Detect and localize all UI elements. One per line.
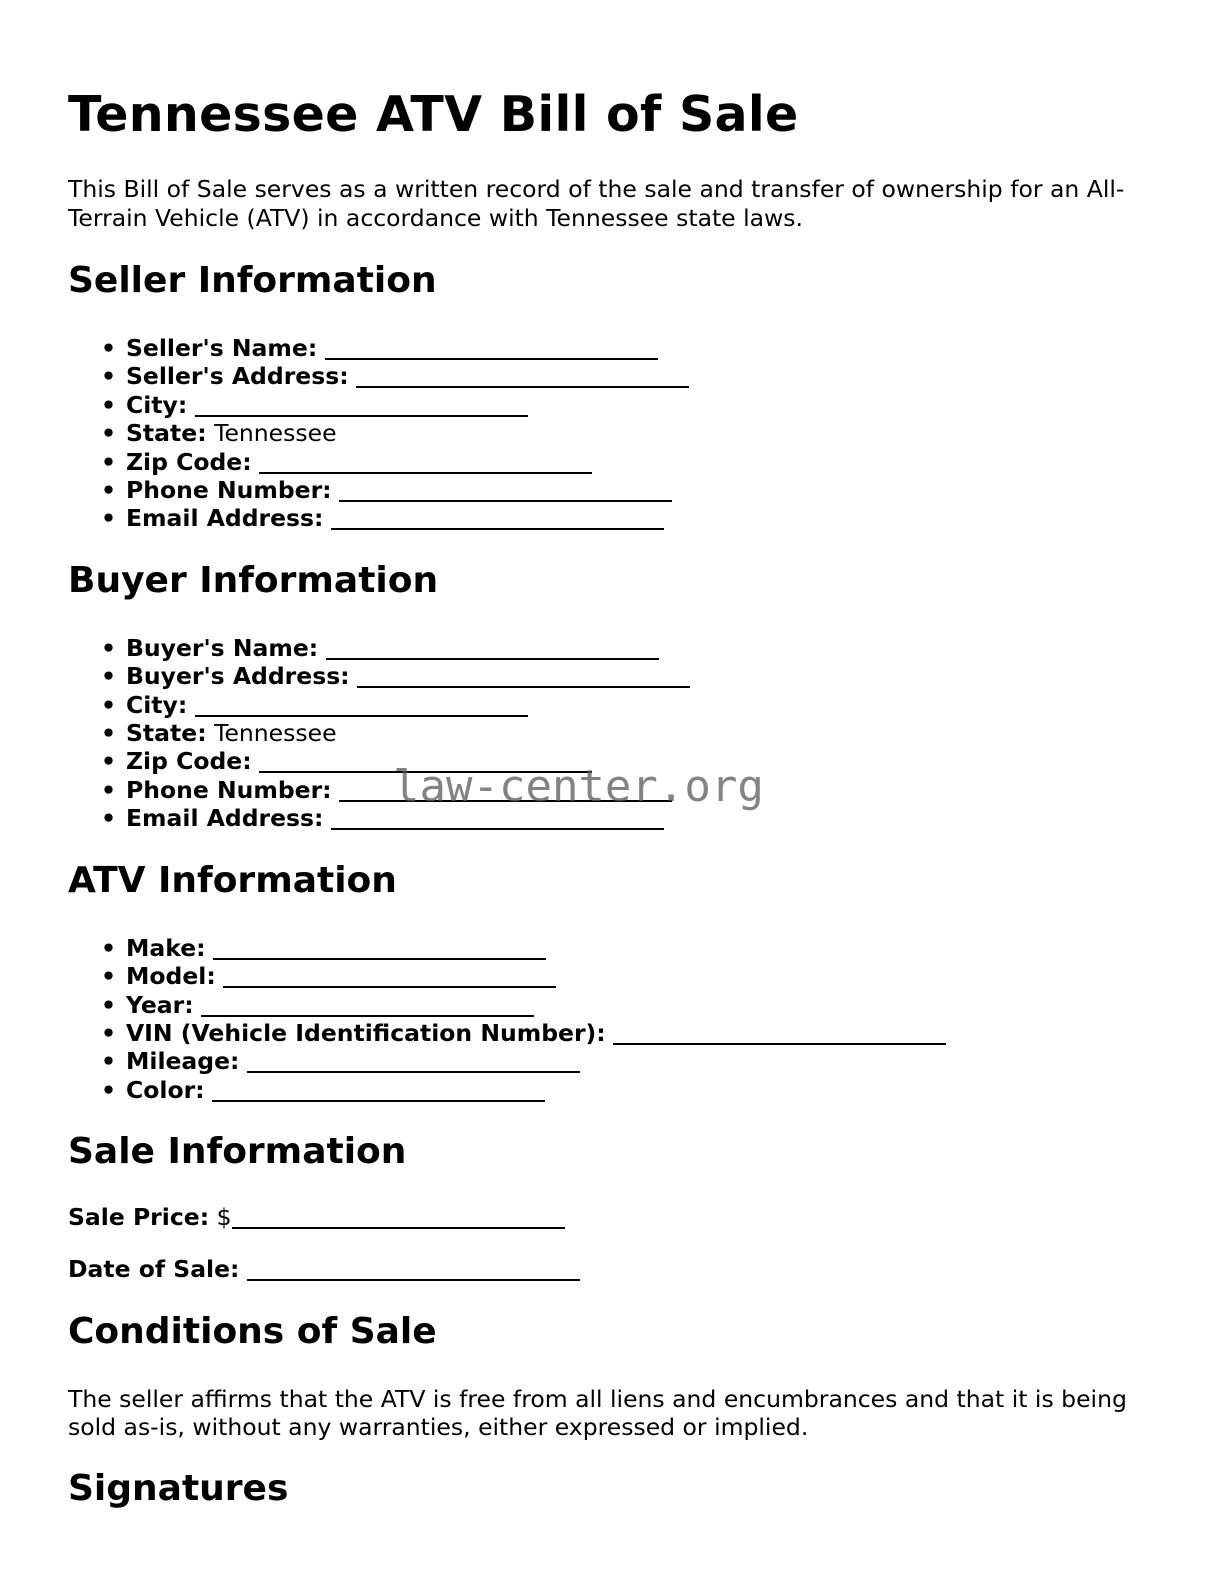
- buyer-address-field: • Buyer's Address:: [101, 662, 1168, 690]
- buyer-zip-input[interactable]: [259, 749, 592, 773]
- buyer-heading: Buyer Information: [68, 559, 439, 601]
- sale-date-input[interactable]: [247, 1257, 580, 1281]
- buyer-email-field: • Email Address:: [101, 804, 1168, 832]
- buyer-name-field: • Buyer's Name:: [101, 634, 1168, 662]
- bullet-icon: •: [101, 962, 117, 991]
- bullet-icon: •: [101, 933, 117, 962]
- sale-date-field: Date of Sale:: [68, 1255, 1168, 1284]
- atv-mileage-field: • Mileage:: [101, 1047, 1168, 1075]
- buyer-fields: [68, 634, 1168, 833]
- seller-state-value: Tennessee: [214, 419, 337, 448]
- atv-heading: ATV Information: [68, 859, 397, 901]
- buyer-phone-input[interactable]: [339, 778, 672, 802]
- buyer-email-input[interactable]: [331, 806, 664, 830]
- document-title: Tennessee ATV Bill of Sale: [68, 86, 799, 143]
- sale-price-input[interactable]: [232, 1205, 565, 1229]
- atv-make-input[interactable]: [213, 936, 546, 960]
- atv-fields: [68, 934, 1168, 1104]
- bullet-icon: •: [101, 804, 117, 833]
- seller-email-input[interactable]: [331, 506, 664, 530]
- buyer-address-input[interactable]: [357, 664, 690, 688]
- seller-fields: [68, 334, 1168, 533]
- document-page: [68, 0, 1168, 1510]
- seller-name-field: • Seller's Name:: [101, 334, 1168, 362]
- buyer-state-field: • State: Tennessee: [101, 719, 337, 748]
- bullet-icon: •: [101, 662, 117, 691]
- bullet-icon: •: [101, 1047, 117, 1076]
- atv-model-input[interactable]: [223, 964, 556, 988]
- bullet-icon: •: [101, 390, 117, 419]
- seller-phone-input[interactable]: [339, 478, 672, 502]
- seller-zip-input[interactable]: [259, 450, 592, 474]
- bullet-icon: •: [101, 476, 117, 505]
- bullet-icon: •: [101, 690, 117, 719]
- buyer-phone-field: • Phone Number:: [101, 776, 1168, 804]
- seller-state-field: • State: Tennessee: [101, 419, 337, 448]
- bullet-icon: •: [101, 504, 117, 533]
- buyer-zip-field: • Zip Code:: [101, 747, 1168, 775]
- buyer-city-input[interactable]: [195, 693, 528, 717]
- bullet-icon: •: [101, 775, 117, 804]
- bullet-icon: •: [101, 362, 117, 391]
- buyer-name-input[interactable]: [326, 636, 659, 660]
- seller-address-input[interactable]: [356, 364, 689, 388]
- sale-price-field: Sale Price: $: [68, 1203, 1168, 1232]
- bullet-icon: •: [101, 633, 117, 662]
- atv-color-field: • Color:: [101, 1076, 1168, 1104]
- bullet-icon: •: [101, 747, 117, 776]
- seller-city-input[interactable]: [195, 393, 528, 417]
- seller-email-field: • Email Address:: [101, 504, 1168, 532]
- bullet-icon: •: [101, 447, 117, 476]
- bullet-icon: •: [101, 419, 117, 448]
- seller-phone-field: • Phone Number:: [101, 476, 1168, 504]
- bullet-icon: •: [101, 990, 117, 1019]
- atv-year-field: • Year:: [101, 991, 1168, 1019]
- seller-address-field: • Seller's Address:: [101, 362, 1168, 390]
- bullet-icon: •: [101, 1018, 117, 1047]
- atv-mileage-input[interactable]: [247, 1049, 580, 1073]
- bullet-icon: •: [101, 1075, 117, 1104]
- signatures-heading: Signatures: [68, 1468, 289, 1510]
- conditions-heading: Conditions of Sale: [68, 1311, 437, 1353]
- buyer-city-field: • City:: [101, 691, 1168, 719]
- atv-color-input[interactable]: [212, 1078, 545, 1102]
- atv-vin-field: • VIN (Vehicle Identification Number):: [101, 1019, 1168, 1047]
- atv-make-field: • Make:: [101, 934, 1168, 962]
- seller-heading: Seller Information: [68, 260, 437, 301]
- atv-vin-input[interactable]: [613, 1021, 946, 1045]
- sale-heading: Sale Information: [68, 1131, 407, 1173]
- bullet-icon: •: [101, 334, 117, 362]
- conditions-paragraph: The seller affirms that the ATV is free from all liens and encumbrances and that it is being sold as-is, without any warranties, either expressed or implied.: [68, 1385, 1127, 1442]
- atv-model-field: • Model:: [101, 962, 1168, 990]
- seller-name-input[interactable]: [325, 336, 658, 360]
- bullet-icon: •: [101, 719, 117, 748]
- buyer-state-value: Tennessee: [214, 719, 337, 748]
- watermark: law-center.org: [393, 761, 764, 812]
- atv-year-input[interactable]: [201, 993, 534, 1017]
- seller-zip-field: • Zip Code:: [101, 448, 1168, 476]
- seller-city-field: • City:: [101, 391, 1168, 419]
- intro-paragraph: This Bill of Sale serves as a written record of the sale and transfer of ownership for an All-Terrain Vehicle (ATV) in accordance with Tennessee state laws.: [68, 175, 1125, 232]
